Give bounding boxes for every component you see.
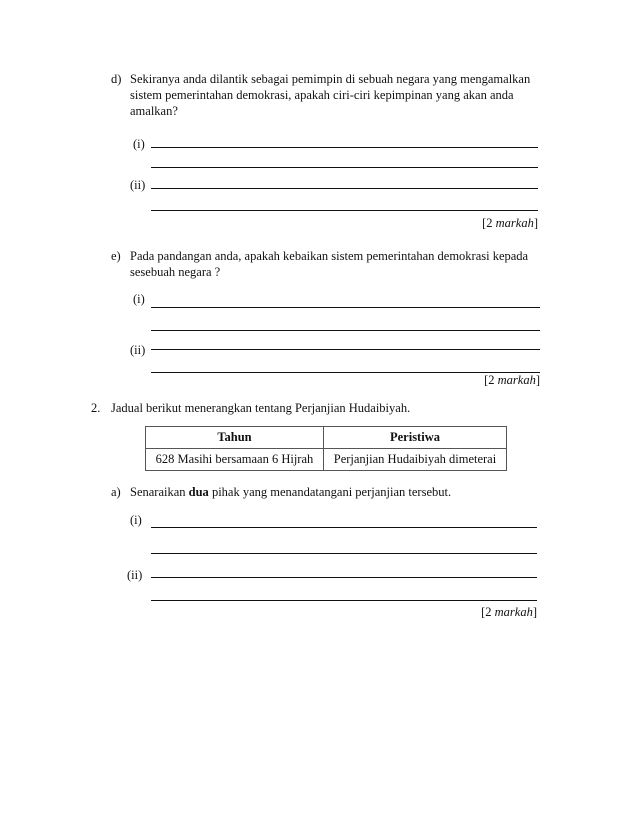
table-header-tahun: Tahun bbox=[146, 427, 324, 449]
table-header-row bbox=[146, 427, 507, 449]
q2a-label: a) bbox=[111, 485, 121, 499]
q1e-answer-i-line-1[interactable] bbox=[151, 307, 540, 308]
q2a-answer-ii-label: (ii) bbox=[127, 568, 143, 582]
q1d-answer-ii-line-2[interactable] bbox=[151, 210, 538, 211]
q1e-answer-i-label: (i) bbox=[133, 292, 145, 306]
q1d-label: d) bbox=[111, 72, 122, 86]
q1e-answer-ii-label: (ii) bbox=[130, 343, 146, 357]
q2a-answer-i-line-1[interactable] bbox=[151, 527, 537, 528]
q1d-answer-i-line-1[interactable] bbox=[151, 147, 538, 148]
q1e-marks: [2 markah] bbox=[484, 373, 540, 387]
q1d-answer-i-label: (i) bbox=[133, 137, 145, 151]
q2a-answer-ii-line-1[interactable] bbox=[151, 577, 537, 578]
q2-number: 2. bbox=[91, 401, 101, 415]
q1d-answer-i-line-2[interactable] bbox=[151, 167, 538, 168]
q1d-text-line-2: sistem pemerintahan demokrasi, apakah ciri-ciri kepimpinan yang akan anda bbox=[130, 88, 514, 102]
q1d-marks: [2 markah] bbox=[482, 216, 538, 230]
table-header-peristiwa: Peristiwa bbox=[323, 427, 506, 449]
q1e-answer-i-line-2[interactable] bbox=[151, 330, 540, 331]
q1e-text-line-2: sesebuah negara ? bbox=[130, 265, 221, 279]
q1d-answer-ii-line-1[interactable] bbox=[151, 188, 538, 189]
q1d-answer-ii-label: (ii) bbox=[130, 178, 146, 192]
table-cell-peristiwa: Perjanjian Hudaibiyah dimeterai bbox=[323, 449, 506, 471]
q1d-text-line-1: Sekiranya anda dilantik sebagai pemimpin di sebuah negara yang mengamalkan bbox=[130, 72, 531, 86]
table-row bbox=[146, 449, 507, 471]
q2a-answer-ii-line-2[interactable] bbox=[151, 600, 537, 601]
q2a-answer-i-line-2[interactable] bbox=[151, 553, 537, 554]
table-cell-tahun: 628 Masihi bersamaan 6 Hijrah bbox=[146, 449, 324, 471]
q2a-text: Senaraikan dua pihak yang menandatangani perjanjian tersebut. bbox=[130, 485, 452, 499]
q1d-text-line-3: amalkan? bbox=[130, 104, 178, 118]
q2a-answer-i-label: (i) bbox=[130, 513, 142, 527]
q2a-marks: [2 markah] bbox=[481, 605, 537, 619]
q2a-bold-dua: dua bbox=[188, 485, 209, 499]
q1e-label: e) bbox=[111, 249, 121, 263]
q1e-answer-ii-line-1[interactable] bbox=[151, 349, 540, 350]
q2-intro: Jadual berikut menerangkan tentang Perjanjian Hudaibiyah. bbox=[111, 401, 411, 415]
q1e-answer-ii-line-2[interactable] bbox=[151, 372, 540, 373]
hudaibiyah-table bbox=[145, 426, 507, 471]
q1e-text-line-1: Pada pandangan anda, apakah kebaikan sistem pemerintahan demokrasi kepada bbox=[130, 249, 529, 263]
